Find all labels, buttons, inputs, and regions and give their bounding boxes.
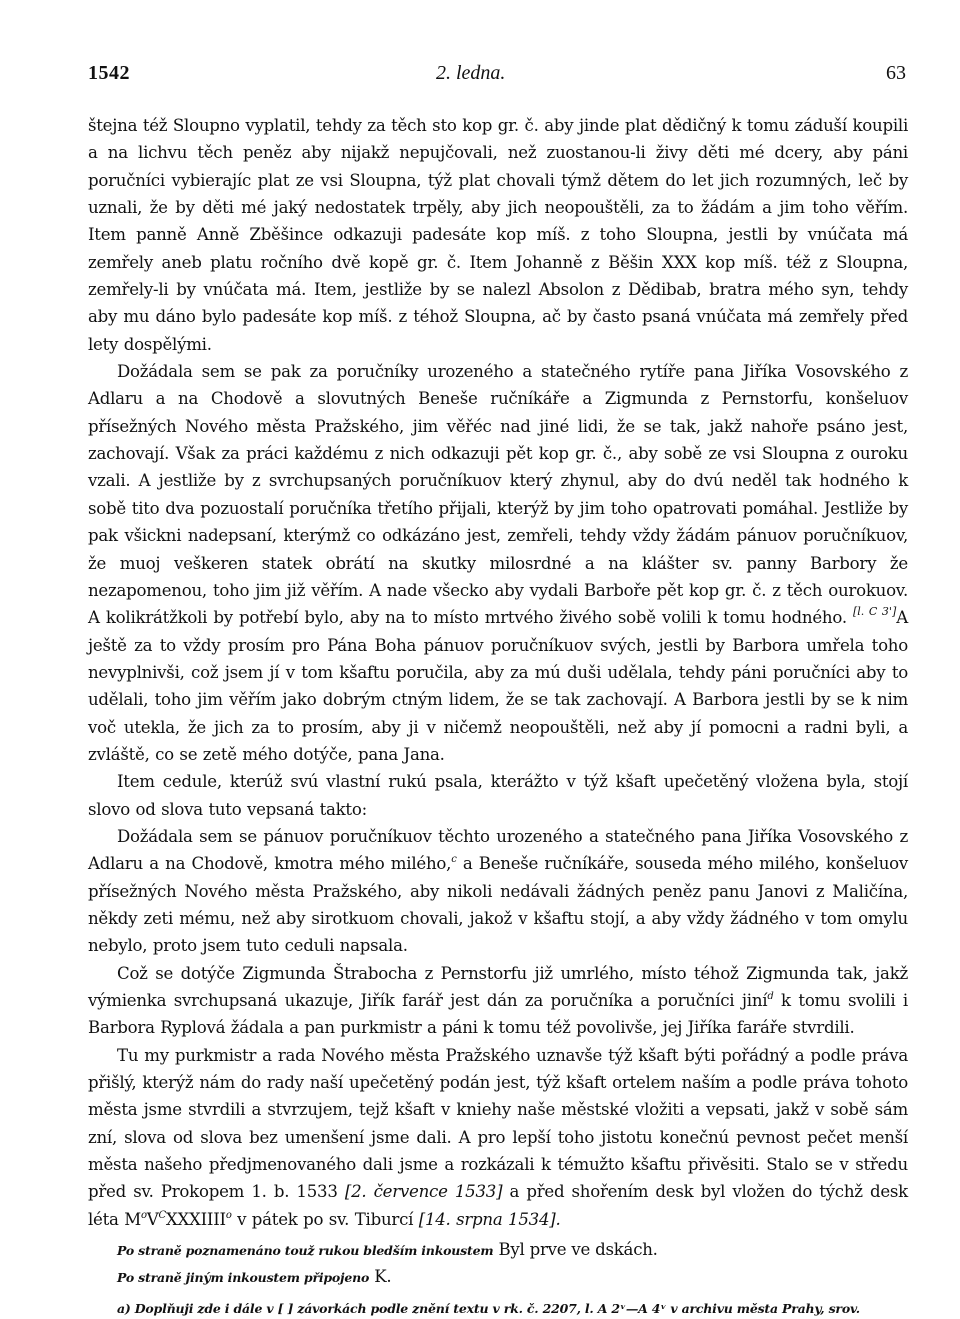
paragraph-6-end: v pátek po sv. Tiburcí xyxy=(237,1209,414,1229)
roman-year-xxxiiii: XXXIIII xyxy=(165,1209,226,1229)
roman-year-v: V xyxy=(146,1209,159,1229)
footnote-marker-d: d xyxy=(767,991,774,1002)
paragraph-5-text: Což se dotýče Zigmunda Štrabocha z Pernstorfu již umrlého, místo téhož Zigmunda tak, jakž výmienka svrchupsaná ukazuje, Jiřík farář jest dán za poručníka a poručníci jiní xyxy=(88,963,908,1010)
paragraph-6 xyxy=(88,1042,908,1233)
date-bracket-2: [14. srpna 1534]. xyxy=(418,1209,561,1229)
roman-year-sup-1: o xyxy=(140,1209,147,1221)
editorial-notes xyxy=(88,1237,908,1319)
note-2 xyxy=(117,1264,908,1291)
paragraph-4-continued: a Beneše ručníkáře, souseda mého milého, konšeluov přísežných Nového města Pražského, aby nikoli nedávali žádných peněz panu Janovi z Maličína, někdy zeti mému, než aby sirotkuom chovali, jakož v kšaftu stojí, a aby vždy žádného v tom omylu nebylo, proto jsem tuto ceduli napsala. xyxy=(88,854,908,956)
roman-year-sup-2: o xyxy=(225,1209,232,1221)
paragraph-3: Item cedule, kterúž svú vlastní rukú psala, kterážto v týž kšaft upečetěný vložena byla, stojí slovo od slova tuto vepsaná takto: xyxy=(88,772,908,819)
paragraph-6-continued: a před shořením desk byl vložen do týchž desk léta M xyxy=(88,1182,908,1229)
footnote-marker-c: c xyxy=(451,854,457,866)
paragraph-6-text: Tu my purkmistr a rada Nového města Pražského uznavše týž kšaft býti pořádný a podle práva přišlý, kterýž nám do rady naší upečetěný podán jest, týž kšaft ortelem naším a podle práva tohoto města jsme stvrdili a stvrzujem, tejž kšaft v kniehy naše městské vložiti a vepsati, jakž v sobě sám zní, slova od slova bez umenšení jsme dali. A pro lepší toho jistotu konečnú pevnost pečet menší města našeho předjmenovaného dali jsme a rozkázali k témužto kšaftu přivěsiti. Stalo se v středu před sv. Prokopem 1. b. 1533 xyxy=(88,1045,908,1202)
paragraph-2 xyxy=(88,358,908,768)
paragraph-2-text: Dožádala sem se pak za poručníky urozeného a statečného rytíře pana Jiříka Vosovského z Adlaru a na Chodově a slovutných Beneše ručníkáře a Zigmunda z Pernstorfu, konšeluov přísežných Nového města Pražského, jim věřéc nad jiné lidi, že se tak, jakž nahoře psáno jest, zachovají. Však za práci každému z nich odkazuji pět kop gr. č., aby sobě ze vsi Sloupna z ouroku vzali. A jestliže by z svrchupsaných poručníkuov který zhynul, aby do dvú neděl tak hodného k sobě tito dva pozuostalí poručníka třetího přijali, kterýž by jim toho opatrovati pomáhal. Jestliže by pak všickni nadepsaní, kterýmž co odkázáno jest, zemřeli, tehdy vždy žádám pánuov poručníkuov, že muoj veškeren statek obrátí na skutky milosrdné a na klášter sv. panny Barbory že nezapomenou, toho jim již věřím. A nade všecko aby vydali Barboře pět kop gr. č. z těch ourokuov. A kolikrátžkoli by potřebí bylo, aby na to místo mrtvého živého sobě volili k tomu hodného. xyxy=(88,362,908,628)
marginal-reference: [l. C 3'] xyxy=(852,605,897,619)
paragraph-5-continued: k tomu svolili i Barbora Ryplová žádala a pan purkmistr a páni k tomu též povolivše, jej Jiříka faráře stvrdili. xyxy=(88,991,908,1038)
paragraph-2-continued: A ještě za to vždy prosím pro Pána Boha pánuov poručníkuov svých, jestli by Barbora umřela toho nevyplnivši, což jsem jí v tom kšaftu poručila, aby za mú duši udělala, tehdy páni poručníci aby to udělali, toho jim věřím jako dobrým ctným lidem, že se tak zachovají. A Barbora jestli by se k nim voč utekla, že jich za to prosím, aby ji v ničemž neopouštěli, než aby jí pomocni a radni byli, a zvláště, co se zetě mého dotýče, pana Jana. xyxy=(88,608,908,764)
paragraph-5 xyxy=(88,960,908,1042)
paragraph-1: štejna též Sloupno vyplatil, tehdy za těch sto kop gr. č. aby jinde plat dědičný k tomu záduší koupili a na lichvu těch peněz aby nijakž nepujčovali, než zuostanou-li živy děti mé dcery, aby páni poručníci vybierajíc plat ze vsi Sloupna, týž plat chovali týmž dětem do let jich rozumných, leč by uznali, že by děti mé jaký nedostatek trpěly, aby jich neopouštěli, za to žádám a jim toho věřím. Item panně Anně Zběšince odkazuji padesáte kop míš. z toho Sloupna, jestli by vnúčata má zemřely aneb platu ročního dvě kopě gr. č. Item Johanně z Běšin XXX kop míš. též z Sloupna, zemřely-li by vnúčata má. Item, jestliže by se nalezl Absolon z Dědibab, bratra mého syn, tehdy aby mu dáno bylo padesáte kop míš. z téhož Sloupna, ač by často psaná vnúčata má zemřely před lety dospělými. xyxy=(88,116,908,354)
note-2-text: K. xyxy=(374,1267,392,1287)
roman-year-sup-c: C xyxy=(158,1209,166,1221)
page-header xyxy=(88,62,908,90)
paragraph-4-text: Dožádala sem se pánuov poručníkuov těchto urozeného a statečného pana Jiříka Vosovského z Adlaru a na Chodově, kmotra mého milého, xyxy=(88,826,908,874)
paragraph-4 xyxy=(88,823,908,960)
date-bracket-1: [2. července 1533] xyxy=(344,1182,503,1202)
footnote-a: a) Doplňuji zde i dále v [ ] závorkách podle znění textu v rk. č. 2207, l. A 2ᵛ—A 4ᵛ v archivu města Prahy, srov. xyxy=(117,1301,860,1317)
body-text xyxy=(88,112,908,1233)
document-page xyxy=(88,62,908,1319)
note-1 xyxy=(117,1237,908,1264)
header-date: 2. ledna. xyxy=(436,62,506,84)
header-page-number: 63 xyxy=(886,62,906,84)
note-1-text: Byl prve ve dskách. xyxy=(498,1240,658,1260)
note-1-italic: Po straně poznamenáno touž rukou bledším inkoustem xyxy=(117,1243,494,1259)
header-year: 1542 xyxy=(88,62,130,84)
note-2-italic: Po straně jiným inkoustem připojeno xyxy=(117,1270,370,1286)
